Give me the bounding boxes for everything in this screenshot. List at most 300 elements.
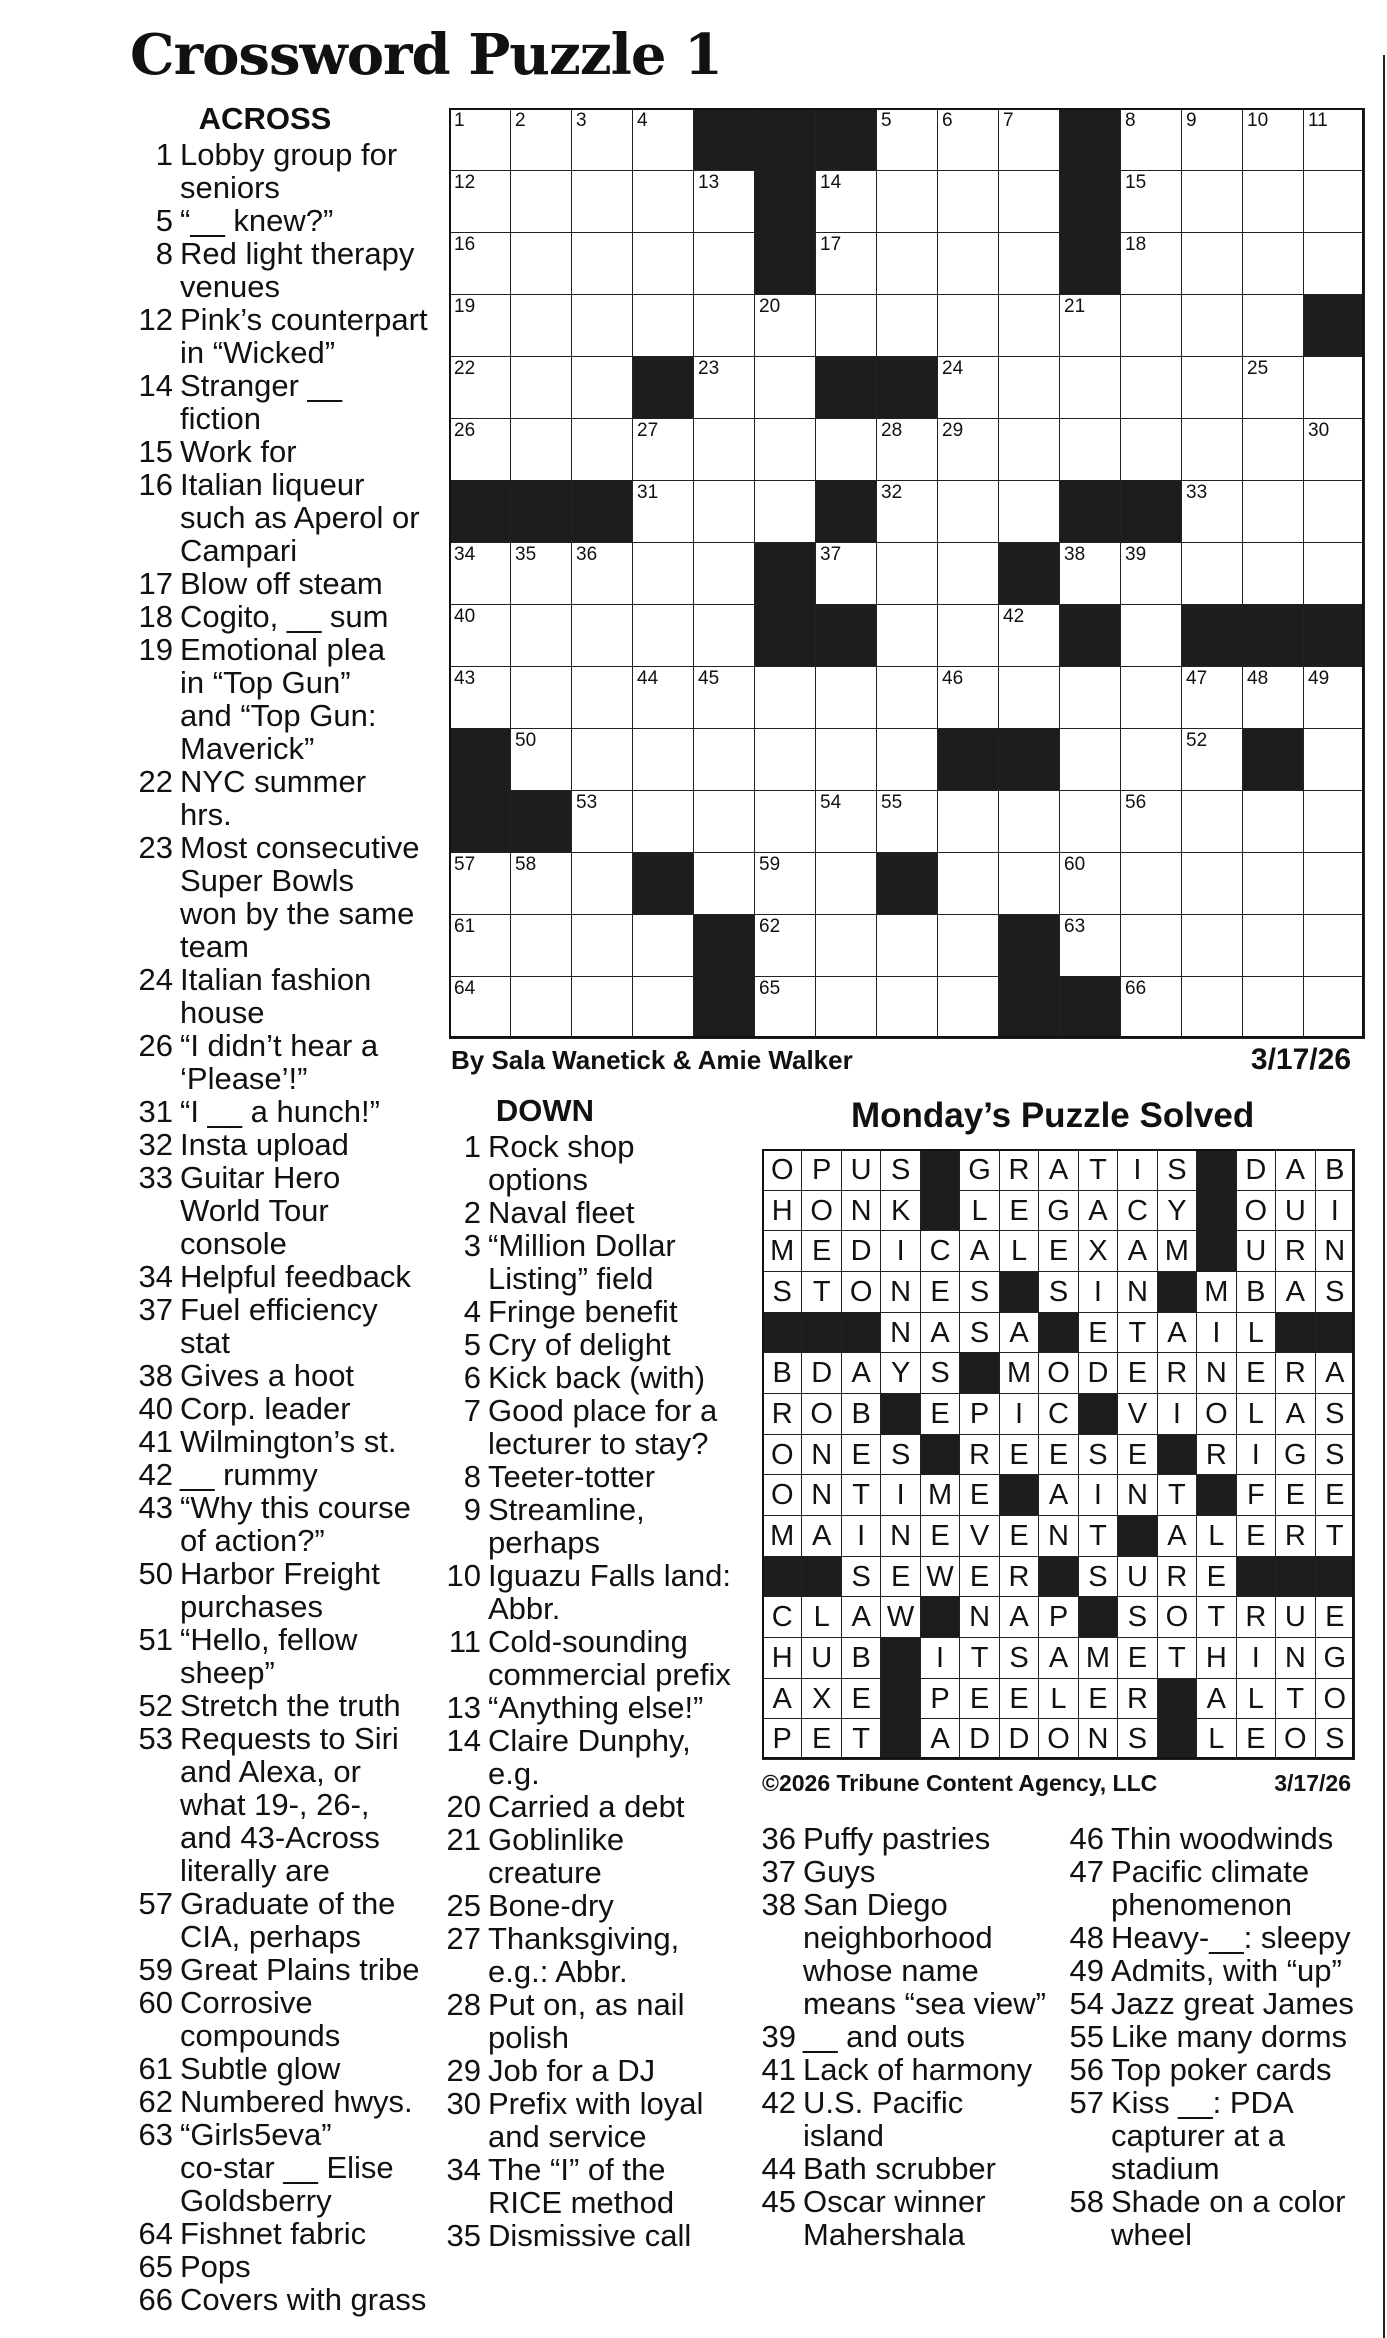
grid-cell[interactable] (632, 232, 694, 295)
solution-cell: I (880, 1230, 920, 1272)
clue-item (130, 435, 430, 468)
grid-cell[interactable] (1181, 108, 1243, 171)
solution-cell: N (880, 1515, 920, 1557)
grid-cell[interactable] (510, 108, 572, 171)
grid-cell[interactable] (1303, 914, 1365, 977)
grid-cell[interactable] (754, 418, 816, 481)
solution-cell: T (1315, 1515, 1355, 1557)
grid-cell[interactable] (1120, 666, 1182, 729)
grid-cell[interactable] (1242, 914, 1304, 977)
grid-cell[interactable] (815, 418, 877, 481)
grid-cell[interactable] (693, 852, 755, 915)
grid-cell[interactable] (693, 170, 755, 233)
clue-line: Guitar Hero (180, 1160, 341, 1195)
solution-cell: E (1236, 1718, 1276, 1760)
grid-cell[interactable] (1303, 852, 1365, 915)
grid-cell[interactable] (937, 790, 999, 853)
grid-cell[interactable] (571, 666, 633, 729)
grid-cell[interactable] (510, 728, 572, 791)
grid-cell[interactable] (937, 294, 999, 357)
grid-cell[interactable] (571, 728, 633, 791)
grid-cell[interactable] (571, 170, 633, 233)
grid-cell[interactable] (937, 976, 999, 1039)
grid-cell[interactable] (815, 294, 877, 357)
grid-cell[interactable] (876, 790, 938, 853)
grid-cell[interactable] (876, 604, 938, 667)
solution-black-square (1196, 1190, 1236, 1232)
grid-cell[interactable] (998, 418, 1060, 481)
grid-cell[interactable] (998, 294, 1060, 357)
solution-cell: S (1157, 1149, 1197, 1191)
grid-cell[interactable] (1120, 604, 1182, 667)
solution-cell: M (1157, 1230, 1197, 1272)
grid-cell[interactable] (693, 356, 755, 419)
grid-cell[interactable] (1181, 852, 1243, 915)
clue-text (803, 1888, 1052, 2020)
grid-cell[interactable] (449, 356, 511, 419)
grid-cell[interactable] (571, 232, 633, 295)
black-square (693, 976, 755, 1039)
grid-cell[interactable] (1120, 728, 1182, 791)
clue-line: RICE method (488, 2185, 675, 2220)
grid-cell[interactable] (937, 542, 999, 605)
clue-item (130, 468, 430, 567)
clue-item (752, 2086, 1052, 2152)
grid-cell[interactable] (1059, 728, 1121, 791)
black-square (1303, 604, 1365, 667)
grid-cell[interactable] (1059, 356, 1121, 419)
grid-cell[interactable] (632, 976, 694, 1039)
grid-cell[interactable] (815, 914, 877, 977)
clue-line: ‘Please’!” (180, 1061, 308, 1096)
clue-number: 7 (463, 1393, 481, 1428)
grid-cell[interactable] (1059, 914, 1121, 977)
grid-cell[interactable] (937, 170, 999, 233)
grid-cell[interactable] (510, 294, 572, 357)
clue-text (488, 1559, 740, 1625)
grid-cell[interactable] (571, 976, 633, 1039)
grid-cell[interactable] (449, 666, 511, 729)
solution-cell: N (1315, 1230, 1355, 1272)
clue-text (488, 1295, 740, 1328)
solution-black-square (880, 1393, 920, 1435)
grid-cell[interactable] (693, 294, 755, 357)
cell-number: 46 (942, 668, 964, 689)
clue-text (180, 1491, 430, 1557)
cell-number: 9 (1186, 110, 1197, 131)
clue-text (1111, 2020, 1380, 2053)
grid-cell[interactable] (449, 418, 511, 481)
grid-cell[interactable] (1059, 294, 1121, 357)
grid-cell[interactable] (1059, 666, 1121, 729)
grid-cell[interactable] (632, 914, 694, 977)
grid-cell[interactable] (510, 852, 572, 915)
grid-cell[interactable] (937, 356, 999, 419)
cell-number: 16 (454, 234, 476, 255)
grid-cell[interactable] (1242, 356, 1304, 419)
grid-cell[interactable] (998, 170, 1060, 233)
grid-cell[interactable] (1120, 976, 1182, 1039)
clue-item (440, 1724, 740, 1790)
grid-cell[interactable] (937, 232, 999, 295)
grid-cell[interactable] (571, 790, 633, 853)
clue-number: 2 (463, 1195, 481, 1230)
grid-cell[interactable] (876, 170, 938, 233)
clue-line: and service (488, 2119, 647, 2154)
grid-cell[interactable] (1242, 480, 1304, 543)
grid-cell[interactable] (876, 542, 938, 605)
grid-cell[interactable] (449, 914, 511, 977)
grid-cell[interactable] (1303, 666, 1365, 729)
solution-cell: A (959, 1230, 999, 1272)
clue-text (180, 831, 430, 963)
grid-cell[interactable] (510, 170, 572, 233)
clue-item (130, 1623, 430, 1689)
clue-item (440, 1790, 740, 1823)
grid-cell[interactable] (449, 232, 511, 295)
grid-cell[interactable] (876, 418, 938, 481)
grid-cell[interactable] (571, 914, 633, 977)
grid-cell[interactable] (1181, 170, 1243, 233)
solution-cell: K (880, 1190, 920, 1232)
solution-cell: A (1157, 1515, 1197, 1557)
grid-cell[interactable] (1303, 542, 1365, 605)
solution-black-square (1117, 1515, 1157, 1557)
grid-cell[interactable] (449, 976, 511, 1039)
grid-cell[interactable] (1120, 418, 1182, 481)
solution-cell: I (880, 1474, 920, 1516)
solution-cell: C (920, 1230, 960, 1272)
clue-number: 12 (138, 302, 173, 337)
solution-cell: L (1236, 1312, 1276, 1354)
grid-cell[interactable] (937, 418, 999, 481)
grid-cell[interactable] (1181, 790, 1243, 853)
grid-cell[interactable] (1120, 914, 1182, 977)
copyright: ©2026 Tribune Content Agency, LLC (762, 1770, 1158, 1796)
grid-cell[interactable] (1242, 852, 1304, 915)
cell-number: 20 (759, 296, 781, 317)
grid-cell[interactable] (571, 108, 633, 171)
grid-cell[interactable] (1303, 418, 1365, 481)
grid-cell[interactable] (1303, 232, 1365, 295)
grid-cell[interactable] (754, 728, 816, 791)
clue-number: 1 (463, 1129, 481, 1164)
grid-cell[interactable] (571, 852, 633, 915)
grid-cell[interactable] (937, 914, 999, 977)
grid-cell[interactable] (571, 294, 633, 357)
cell-number: 50 (515, 730, 537, 751)
clue-line: Covers with grass (180, 2282, 427, 2317)
grid-cell[interactable] (1181, 976, 1243, 1039)
grid-cell[interactable] (754, 790, 816, 853)
grid-cell[interactable] (1059, 852, 1121, 915)
grid-cell[interactable] (1181, 914, 1243, 977)
clue-item (130, 1953, 430, 1986)
clue-line: stadium (1111, 2151, 1220, 2186)
grid-cell[interactable] (632, 108, 694, 171)
grid-cell[interactable] (1303, 480, 1365, 543)
grid-cell[interactable] (1120, 790, 1182, 853)
grid-cell[interactable] (693, 790, 755, 853)
grid-cell[interactable] (510, 604, 572, 667)
grid-cell[interactable] (632, 170, 694, 233)
grid-cell[interactable] (815, 976, 877, 1039)
grid-cell[interactable] (1181, 418, 1243, 481)
clue-line: Carried a debt (488, 1789, 685, 1824)
solution-cell: A (999, 1596, 1039, 1638)
grid-cell[interactable] (632, 790, 694, 853)
grid-cell[interactable] (510, 232, 572, 295)
grid-cell[interactable] (1242, 418, 1304, 481)
clue-number: 4 (463, 1294, 481, 1329)
grid-cell[interactable] (754, 294, 816, 357)
grid-cell[interactable] (876, 232, 938, 295)
solution-cell: R (1275, 1515, 1315, 1557)
grid-cell[interactable] (998, 666, 1060, 729)
grid-cell[interactable] (571, 604, 633, 667)
black-square (632, 852, 694, 915)
clue-number: 35 (446, 2218, 481, 2253)
clue-item (130, 765, 430, 831)
grid-cell[interactable] (1120, 852, 1182, 915)
grid-cell[interactable] (998, 480, 1060, 543)
grid-cell[interactable] (815, 852, 877, 915)
clue-item (130, 237, 430, 303)
grid-cell[interactable] (754, 976, 816, 1039)
clue-line: won by the same (180, 896, 415, 931)
clue-number: 28 (446, 1987, 481, 2022)
grid-cell[interactable] (876, 728, 938, 791)
clue-text (1111, 1954, 1380, 1987)
clue-number: 62 (138, 2084, 173, 2119)
solution-black-square (1275, 1556, 1315, 1598)
clue-text (488, 2087, 740, 2153)
grid-cell[interactable] (1181, 480, 1243, 543)
grid-cell[interactable] (632, 666, 694, 729)
black-square (571, 480, 633, 543)
grid-cell[interactable] (998, 790, 1060, 853)
grid-cell[interactable] (571, 418, 633, 481)
grid-cell[interactable] (1181, 356, 1243, 419)
black-square (1120, 480, 1182, 543)
solution-cell: S (999, 1637, 1039, 1679)
grid-cell[interactable] (1181, 728, 1243, 791)
grid-cell[interactable] (1303, 108, 1365, 171)
solution-cell: A (1038, 1149, 1078, 1191)
clue-line: and 43-Across (180, 1820, 380, 1855)
grid-cell[interactable] (1303, 170, 1365, 233)
black-square (754, 542, 816, 605)
grid-cell[interactable] (1181, 542, 1243, 605)
clue-text (488, 2054, 740, 2087)
clue-line: Put on, as nail (488, 1987, 685, 2022)
clue-item (440, 2153, 740, 2219)
clue-line: Goblinlike (488, 1822, 625, 1857)
solution-black-square (880, 1637, 920, 1679)
clue-line: Job for a DJ (488, 2053, 656, 2088)
clue-line: Numbered hwys. (180, 2084, 413, 2119)
grid-cell[interactable] (449, 170, 511, 233)
grid-cell[interactable] (1059, 542, 1121, 605)
grid-cell[interactable] (754, 666, 816, 729)
grid-cell[interactable] (754, 914, 816, 977)
grid-cell[interactable] (571, 542, 633, 605)
solution-cell: N (841, 1190, 881, 1232)
clue-number: 37 (138, 1292, 173, 1327)
grid-cell[interactable] (937, 852, 999, 915)
clue-line: Listing” field (488, 1261, 654, 1296)
grid-cell[interactable] (815, 728, 877, 791)
grid-cell[interactable] (937, 666, 999, 729)
grid-cell[interactable] (449, 108, 511, 171)
grid-cell[interactable] (1303, 790, 1365, 853)
grid-cell[interactable] (815, 232, 877, 295)
solution-black-square (1157, 1271, 1197, 1313)
grid-cell[interactable] (632, 728, 694, 791)
grid-cell[interactable] (754, 356, 816, 419)
grid-cell[interactable] (449, 294, 511, 357)
clue-line: Shade on a color (1111, 2184, 1346, 2219)
grid-cell[interactable] (632, 480, 694, 543)
grid-cell[interactable] (510, 418, 572, 481)
grid-cell[interactable] (1242, 108, 1304, 171)
grid-cell[interactable] (632, 294, 694, 357)
clue-line: Italian liqueur (180, 467, 365, 502)
clue-line: “__ knew?” (180, 203, 334, 238)
grid-cell[interactable] (632, 418, 694, 481)
grid-cell[interactable] (1181, 232, 1243, 295)
clue-item (130, 1491, 430, 1557)
clue-text (180, 2217, 430, 2250)
grid-cell[interactable] (1242, 232, 1304, 295)
grid-cell[interactable] (937, 604, 999, 667)
clue-line: console (180, 1226, 287, 1261)
grid-cell[interactable] (1059, 418, 1121, 481)
clue-item (440, 1196, 740, 1229)
grid-cell[interactable] (998, 108, 1060, 171)
grid-cell[interactable] (449, 604, 511, 667)
solution-cell: A (1157, 1312, 1197, 1354)
grid-cell[interactable] (998, 852, 1060, 915)
grid-cell[interactable] (1120, 356, 1182, 419)
cell-number: 37 (820, 544, 842, 565)
grid-cell[interactable] (1181, 666, 1243, 729)
grid-cell[interactable] (876, 666, 938, 729)
solution-cell: N (1196, 1352, 1236, 1394)
clue-line: literally are (180, 1853, 330, 1888)
grid-cell[interactable] (876, 480, 938, 543)
clue-item (1060, 2086, 1380, 2185)
grid-cell[interactable] (632, 542, 694, 605)
grid-cell[interactable] (876, 976, 938, 1039)
grid-cell[interactable] (1120, 108, 1182, 171)
grid-cell[interactable] (876, 108, 938, 171)
grid-cell[interactable] (1059, 790, 1121, 853)
clue-line: Fringe benefit (488, 1294, 678, 1329)
grid-cell[interactable] (1120, 542, 1182, 605)
grid-cell[interactable] (510, 542, 572, 605)
clue-text (488, 2219, 740, 2252)
grid-cell[interactable] (693, 418, 755, 481)
grid-cell[interactable] (571, 356, 633, 419)
grid-cell[interactable] (693, 604, 755, 667)
clue-line: CIA, perhaps (180, 1919, 361, 1954)
grid-cell[interactable] (1181, 294, 1243, 357)
grid-cell[interactable] (510, 666, 572, 729)
grid-cell[interactable] (1242, 542, 1304, 605)
solution-cell: S (841, 1556, 881, 1598)
grid-cell[interactable] (693, 542, 755, 605)
grid-cell[interactable] (693, 232, 755, 295)
clue-item (752, 1888, 1052, 2020)
clue-item (752, 2020, 1052, 2053)
clue-number: 30 (446, 2086, 481, 2121)
grid-cell[interactable] (937, 480, 999, 543)
grid-cell[interactable] (449, 542, 511, 605)
solution-cell: P (801, 1149, 841, 1191)
clue-line: “I __ a hunch!” (180, 1094, 380, 1129)
grid-cell[interactable] (815, 666, 877, 729)
grid-cell[interactable] (1120, 294, 1182, 357)
grid-cell[interactable] (1303, 356, 1365, 419)
grid-cell[interactable] (815, 170, 877, 233)
grid-cell[interactable] (1242, 976, 1304, 1039)
grid-cell[interactable] (693, 728, 755, 791)
cell-number: 49 (1308, 668, 1330, 689)
grid-cell[interactable] (754, 852, 816, 915)
grid-cell[interactable] (998, 356, 1060, 419)
grid-cell[interactable] (754, 480, 816, 543)
clue-number: 1 (155, 137, 173, 172)
black-square (754, 604, 816, 667)
grid-cell[interactable] (510, 914, 572, 977)
grid-cell[interactable] (876, 294, 938, 357)
grid-cell[interactable] (937, 108, 999, 171)
grid-cell[interactable] (998, 232, 1060, 295)
grid-cell[interactable] (1303, 728, 1365, 791)
grid-cell[interactable] (632, 604, 694, 667)
cell-number: 57 (454, 854, 476, 875)
solution-black-square (1196, 1230, 1236, 1272)
cell-number: 35 (515, 544, 537, 565)
grid-cell[interactable] (876, 914, 938, 977)
clue-number: 17 (138, 566, 173, 601)
grid-cell[interactable] (449, 852, 511, 915)
grid-cell[interactable] (815, 790, 877, 853)
clue-text (180, 204, 430, 237)
grid-cell[interactable] (1120, 170, 1182, 233)
grid-cell[interactable] (1242, 666, 1304, 729)
solution-cell: R (1196, 1434, 1236, 1476)
grid-cell[interactable] (1242, 790, 1304, 853)
grid-cell[interactable] (1242, 170, 1304, 233)
grid-cell[interactable] (1120, 232, 1182, 295)
grid-cell[interactable] (998, 604, 1060, 667)
clue-item (440, 1823, 740, 1889)
grid-cell[interactable] (510, 976, 572, 1039)
solution-cell: R (1157, 1352, 1197, 1394)
black-square (449, 728, 511, 791)
solution-cell: S (1078, 1556, 1118, 1598)
grid-cell[interactable] (1303, 976, 1365, 1039)
grid-cell[interactable] (815, 542, 877, 605)
clue-text (488, 1361, 740, 1394)
grid-cell[interactable] (693, 666, 755, 729)
grid-cell[interactable] (1242, 294, 1304, 357)
grid-cell[interactable] (693, 480, 755, 543)
clue-line: venues (180, 269, 280, 304)
grid-cell[interactable] (510, 356, 572, 419)
